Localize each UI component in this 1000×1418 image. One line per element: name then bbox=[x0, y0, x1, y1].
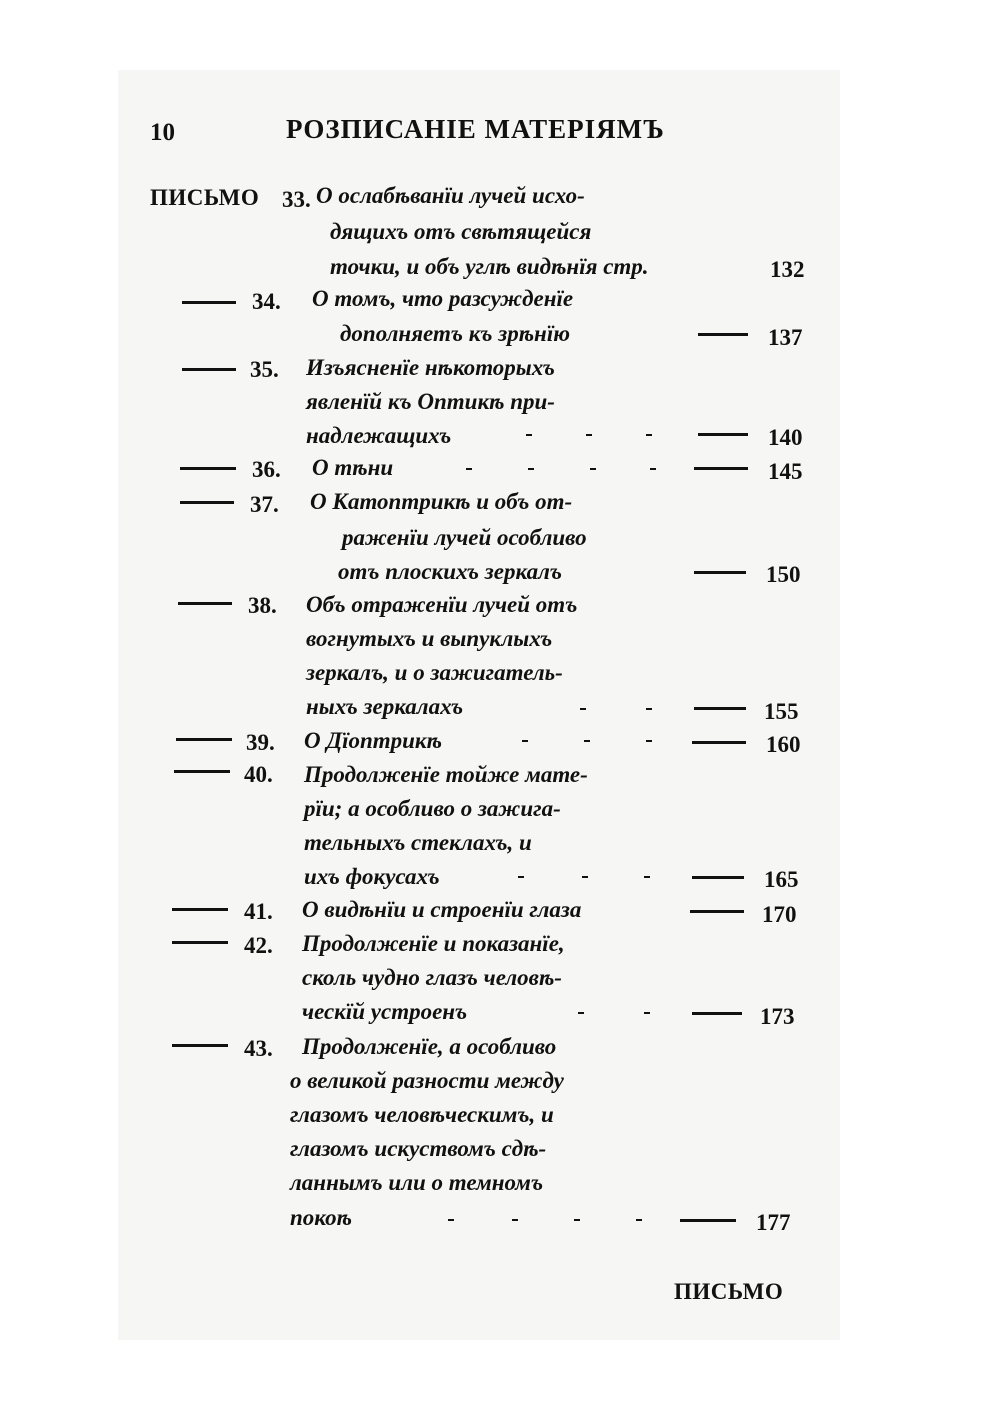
ditto-dash bbox=[172, 1044, 228, 1047]
entry-page: 177 bbox=[756, 1210, 791, 1235]
entry-text-line: сколь чудно глазъ человѣ- bbox=[302, 965, 562, 990]
leader-dot bbox=[644, 1012, 650, 1014]
leader-dot bbox=[518, 876, 524, 878]
entry-text-line: О тѣни bbox=[312, 455, 394, 480]
ditto-dash bbox=[182, 368, 236, 371]
entry-text-line: ческїй устроенъ bbox=[302, 999, 468, 1024]
entry-number: 42. bbox=[244, 933, 273, 958]
leader-dash bbox=[698, 433, 748, 436]
entry-page: 150 bbox=[766, 562, 801, 587]
leader-dot bbox=[650, 468, 656, 470]
leader-dot bbox=[522, 740, 528, 742]
leader-dot bbox=[582, 876, 588, 878]
leader-dot bbox=[646, 708, 652, 710]
ditto-dash bbox=[176, 738, 232, 741]
leader-dot bbox=[574, 1219, 580, 1221]
entry-text-line: явленїй къ Оптикѣ при- bbox=[306, 389, 555, 414]
entry-page: 165 bbox=[764, 867, 799, 892]
entry-text-line: раженїи лучей особливо bbox=[342, 525, 587, 550]
leader-dash bbox=[690, 910, 744, 913]
entry-text-line: Изъясненїе нѣкоторыхъ bbox=[306, 355, 555, 380]
entry-text-line: надлежащихъ bbox=[306, 423, 452, 448]
entry-text-line: дополняетъ къ зрѣнїю bbox=[340, 321, 570, 346]
leader-dot bbox=[586, 434, 592, 436]
entry-text-line: Продолженїе тойже мате- bbox=[304, 762, 588, 787]
entry-number: 38. bbox=[248, 593, 277, 618]
leader-dot bbox=[512, 1219, 518, 1221]
ditto-dash bbox=[174, 770, 230, 773]
leader-dot bbox=[448, 1219, 454, 1221]
entry-text-line: О Катоптрикѣ и объ от- bbox=[310, 489, 573, 514]
entry-page: 132 bbox=[770, 257, 805, 282]
entry-page: 145 bbox=[768, 459, 803, 484]
entry-text-line: отъ плоскихъ зеркалъ bbox=[338, 559, 562, 584]
entry-text-line: О томъ, что разсужденїе bbox=[312, 286, 574, 311]
entry-text-line: дящихъ отъ свѣтящейся bbox=[330, 219, 592, 244]
leader-dot bbox=[578, 1012, 584, 1014]
ditto-dash bbox=[172, 941, 228, 944]
entry-text-line: глазомъ человѣческимъ, и bbox=[290, 1102, 554, 1127]
entry-text-line: О Дїоптрикѣ bbox=[304, 728, 442, 753]
leader-dot bbox=[466, 468, 472, 470]
entry-text-line: точки, и объ углѣ видѣнїя стр. bbox=[330, 254, 649, 279]
leader-dash bbox=[692, 741, 746, 744]
entry-text-line: вогнутыхъ и выпуклыхъ bbox=[306, 626, 553, 651]
leader-dot bbox=[584, 740, 590, 742]
ditto-dash bbox=[172, 908, 228, 911]
ditto-dash bbox=[182, 301, 236, 304]
leader-dash bbox=[692, 876, 744, 879]
entry-text-line: покоѣ bbox=[290, 1205, 352, 1230]
entry-number: 34. bbox=[252, 289, 281, 314]
leader-dash bbox=[698, 333, 748, 336]
entry-number: 41. bbox=[244, 899, 273, 924]
entry-text-line: глазомъ искуствомъ сдѣ- bbox=[290, 1136, 547, 1161]
leader-dot bbox=[528, 468, 534, 470]
entry-page: 160 bbox=[766, 732, 801, 757]
leader-dot bbox=[646, 434, 652, 436]
ditto-dash bbox=[178, 602, 232, 605]
catchword: ПИСЬМО bbox=[674, 1279, 784, 1304]
entry-text-line: ныхъ зеркалахъ bbox=[306, 694, 464, 719]
entry-text-line: тельныхъ стеклахъ, и bbox=[304, 830, 532, 855]
leader-dot bbox=[644, 876, 650, 878]
entry-text-line: рїи; а особливо о зажига- bbox=[304, 796, 561, 821]
entry-number: 37. bbox=[250, 492, 279, 517]
entry-number: 43. bbox=[244, 1036, 273, 1061]
leader-dot bbox=[590, 468, 596, 470]
leader-dot bbox=[636, 1219, 642, 1221]
entry-number: 39. bbox=[246, 730, 275, 755]
leader-dash bbox=[692, 1012, 742, 1015]
leader-dot bbox=[526, 434, 532, 436]
entry-text-line: Продолженїе, а особливо bbox=[302, 1034, 557, 1059]
leader-dot bbox=[580, 708, 586, 710]
leader-dot bbox=[646, 740, 652, 742]
entry-text-line: Объ отраженїи лучей отъ bbox=[306, 592, 578, 617]
leader-dash bbox=[694, 707, 746, 710]
entry-number: 40. bbox=[244, 762, 273, 787]
ditto-dash bbox=[180, 467, 236, 470]
entry-page: 137 bbox=[768, 325, 803, 350]
entry-text-line: зеркалъ, и о зажигатель- bbox=[306, 660, 563, 685]
leader-dash bbox=[694, 467, 748, 470]
entry-text-line: О ослабѣванїи лучей исхо- bbox=[316, 183, 585, 208]
leader-dash bbox=[694, 571, 746, 574]
entry-number: 35. bbox=[250, 357, 279, 382]
page-title: РОЗПИСАНІЕ МАТЕРІЯМЪ bbox=[286, 114, 665, 144]
entry-text-line: о великой разности между bbox=[290, 1068, 564, 1093]
entry-page: 155 bbox=[764, 699, 799, 724]
entry-page: 140 bbox=[768, 425, 803, 450]
entry-page: 173 bbox=[760, 1004, 795, 1029]
entry-text-line: ланнымъ или о темномъ bbox=[290, 1170, 544, 1195]
leader-dash bbox=[680, 1219, 736, 1222]
entry-page: 170 bbox=[762, 902, 797, 927]
entry-text-line: О видѣнїи и строенїи глаза bbox=[302, 897, 582, 922]
page-number: 10 bbox=[150, 119, 175, 146]
entry-text-line: Продолженїе и показанїе, bbox=[302, 931, 565, 956]
entry-label: ПИСЬМО bbox=[150, 185, 260, 210]
entry-number: 33. bbox=[282, 187, 311, 212]
entry-number: 36. bbox=[252, 457, 281, 482]
ditto-dash bbox=[180, 501, 234, 504]
entry-text-line: ихъ фокусахъ bbox=[304, 864, 440, 889]
